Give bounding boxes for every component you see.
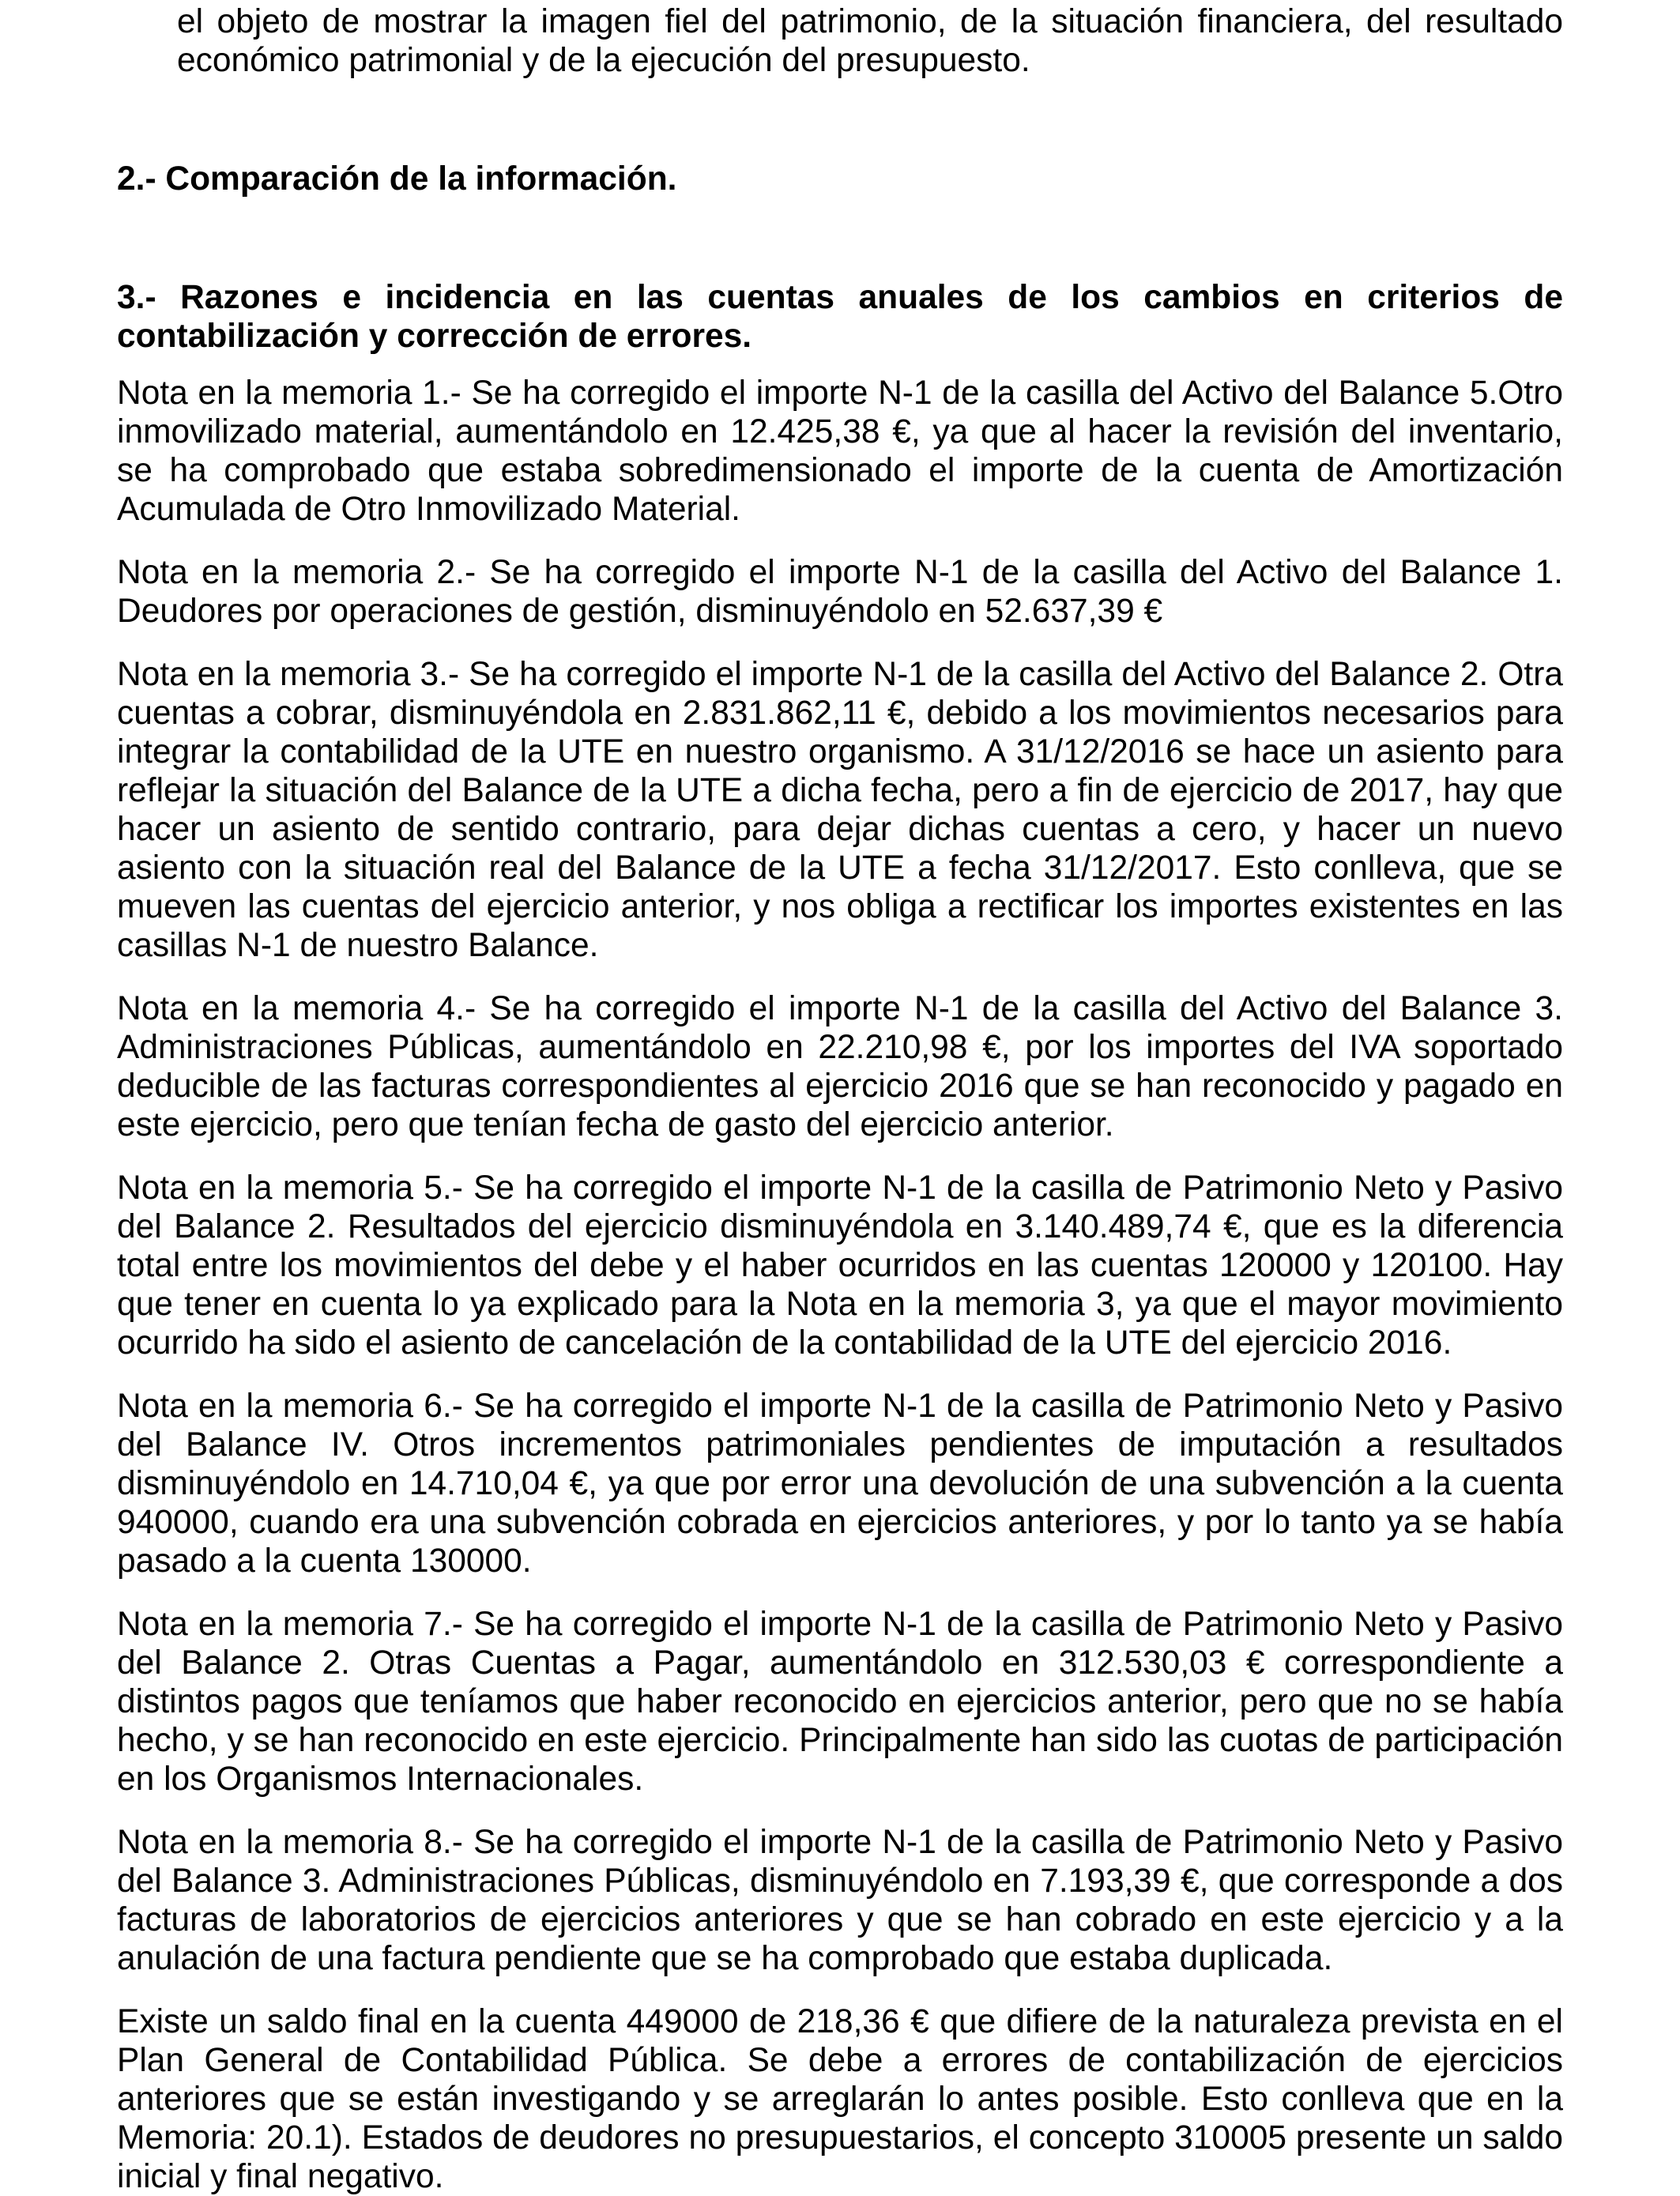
closing-paragraph: Existe un saldo final en la cuenta 449000 de 218,36 € que difiere de la naturaleza prevista en el Plan General de Contabilidad Pública. Se debe a errores de contabilización de ejercicios anteriores que se están investigando y se arreglarán lo antes posible. Esto conlleva que en la Memoria: 20.1). Estados de deudores no presupuestarios, el concepto 310005 presente un saldo inicial y final negativo. <box>117 2003 1563 2195</box>
intro-paragraph: el objeto de mostrar la imagen fiel del patrimonio, de la situación financiera, del resultado económico patrimonial y de la ejecución del presupuesto. <box>177 3 1563 79</box>
note-paragraph-3: Nota en la memoria 3.- Se ha corregido el importe N-1 de la casilla del Activo del Balance 2. Otra cuentas a cobrar, disminuyéndola en 2.831.862,11 €, debido a los movimientos necesarios para integrar la contabilidad de la UTE en nuestro organismo. A 31/12/2016 se hace un asiento para reflejar la situación del Balance de la UTE a dicha fecha, pero a fin de ejercicio de 2017, hay que hacer un asiento de sentido contrario, para dejar dichas cuentas a cero, y hacer un nuevo asiento con la situación real del Balance de la UTE a fecha 31/12/2017. Esto conlleva, que se mueven las cuentas del ejercicio anterior, y nos obliga a rectificar los importes existentes en las casillas N-1 de nuestro Balance. <box>117 656 1563 964</box>
note-paragraph-1: Nota en la memoria 1.- Se ha corregido el importe N-1 de la casilla del Activo del Balance 5.Otro inmovilizado material, aumentándolo en 12.425,38 €, ya que al hacer la revisión del inventario, se ha comprobado que estaba sobredimensionado el importe de la cuenta de Amortización Acumulada de Otro Inmovilizado Material. <box>117 375 1563 528</box>
note-paragraph-7: Nota en la memoria 7.- Se ha corregido el importe N-1 de la casilla de Patrimonio Neto y Pasivo del Balance 2. Otras Cuentas a Pagar, aumentándolo en 312.530,03 € correspondiente a distintos pagos que teníamos que haber reconocido en ejercicios anterior, pero que no se había hecho, y se han reconocido en este ejercicio. Principalmente han sido las cuotas de participación en los Organismos Internacionales. <box>117 1606 1563 1798</box>
note-paragraph-4: Nota en la memoria 4.- Se ha corregido el importe N-1 de la casilla del Activo del Balance 3. Administraciones Públicas, aumentándolo en 22.210,98 €, por los importes del IVA soportado deducible de las facturas correspondientes al ejercicio 2016 que se han reconocido y pagado en este ejercicio, pero que tenían fecha de gasto del ejercicio anterior. <box>117 990 1563 1143</box>
note-paragraph-5: Nota en la memoria 5.- Se ha corregido el importe N-1 de la casilla de Patrimonio Neto y Pasivo del Balance 2. Resultados del ejercicio disminuyéndola en 3.140.489,74 €, que es la diferencia total entre los movimientos del debe y el haber ocurridos en las cuentas 120000 y 120100. Hay que tener en cuenta lo ya explicado para la Nota en la memoria 3, ya que el mayor movimiento ocurrido ha sido el asiento de cancelación de la contabilidad de la UTE del ejercicio 2016. <box>117 1170 1563 1362</box>
document-page <box>117 0 1563 2196</box>
note-paragraph-6: Nota en la memoria 6.- Se ha corregido el importe N-1 de la casilla de Patrimonio Neto y Pasivo del Balance IV. Otros incrementos patrimoniales pendientes de imputación a resultados disminuyéndolo en 14.710,04 €, ya que por error una devolución de una subvención a la cuenta 940000, cuando era una subvención cobrada en ejercicios anteriores, y por lo tanto ya se había pasado a la cuenta 130000. <box>117 1388 1563 1580</box>
note-paragraph-2: Nota en la memoria 2.- Se ha corregido el importe N-1 de la casilla del Activo del Balance 1. Deudores por operaciones de gestión, disminuyéndolo en 52.637,39 € <box>117 554 1563 630</box>
section-heading-2: 2.- Comparación de la información. <box>117 160 677 198</box>
section-heading-3: 3.- Razones e incidencia en las cuentas anuales de los cambios en criterios de contabilización y corrección de errores. <box>117 279 1563 355</box>
note-paragraph-8: Nota en la memoria 8.- Se ha corregido el importe N-1 de la casilla de Patrimonio Neto y Pasivo del Balance 3. Administraciones Públicas, disminuyéndolo en 7.193,39 €, que corresponde a dos facturas de laboratorios de ejercicios anteriores y que se han cobrado en este ejercicio y a la anulación de una factura pendiente que se ha comprobado que estaba duplicada. <box>117 1824 1563 1977</box>
